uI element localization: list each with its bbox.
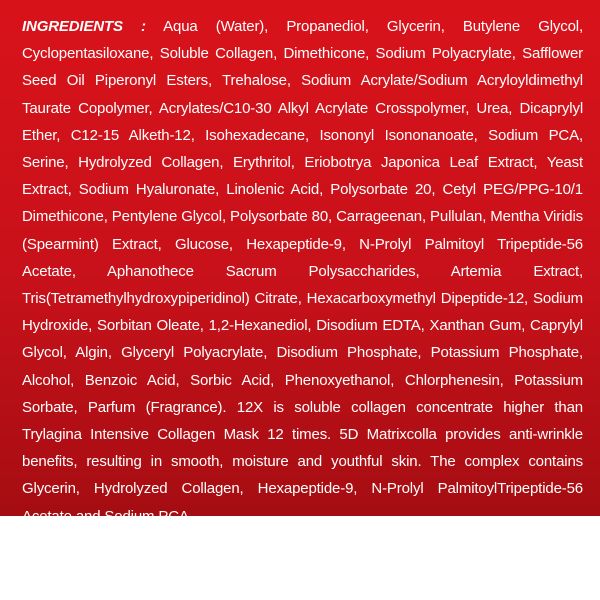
ingredients-list: Aqua (Water), Propanediol, Glycerin, Butylene Glycol, Cyclopentasiloxane, Soluble Collagen, Dimethicone, Sodium Polyacrylate, Safflower Seed Oil Piperonyl Esters, Trehalose, Sodium Acrylate/Sodium Acryloyldimethyl Taurate Copolymer, Acrylates/C10-30 Alkyl Acrylate Crosspolymer, Urea, Dicaprylyl Ether, C12-15 Alketh-12, Isohexadecane, Isononyl Isononanoate, Sodium PCA, Serine, Hydrolyzed Collagen, Erythritol, Eriobotrya Japonica Leaf Extract, Yeast Extract, Sodium Hyaluronate, Linolenic Acid, Polysorbate 20, Cetyl PEG/PPG-10/1 Dimethicone, Pentylene Glycol, Polysorbate 80, Carrageenan, Pullulan, Mentha Viridis (Spearmint) Extract, Glucose, Hexapeptide-9, N-Prolyl Palmitoyl Tripeptide-56 Acetate, Aphanothece Sacrum Polysaccharides, Artemia Extract, Tris(Tetramethylhydroxypiperidinol) Citrate, Hexacarboxymethyl Dipeptide-12, Sodium Hydroxide, Sorbitan Oleate, 1,2-Hexanediol, Disodium EDTA, Xanthan Gum, Caprylyl Glycol, Algin, Glyceryl Polyacrylate, Disodium Phosphate, Potassium Phosphate, Alcohol, Benzoic Acid, Sorbic Acid, Phenoxyethanol, Chlorphenesin, Potassium Sorbate, Parfum (Fragrance). 12X is soluble collagen concentrate higher than Trylagina Intensive Collagen Mask 12 times. 5D Matrixcolla provides anti-wrinkle benefits, resulting in smooth, moisture and youthful skin. The complex contains Glycerin, Hydrolyzed Collagen, Hexapeptide-9, N-Prolyl PalmitoylTripeptide-56	[22, 18, 583, 498]
ingredients-text	[22, 13, 583, 530]
blank-footer-area	[0, 516, 600, 600]
ingredients-heading: INGREDIENTS :	[22, 18, 146, 35]
